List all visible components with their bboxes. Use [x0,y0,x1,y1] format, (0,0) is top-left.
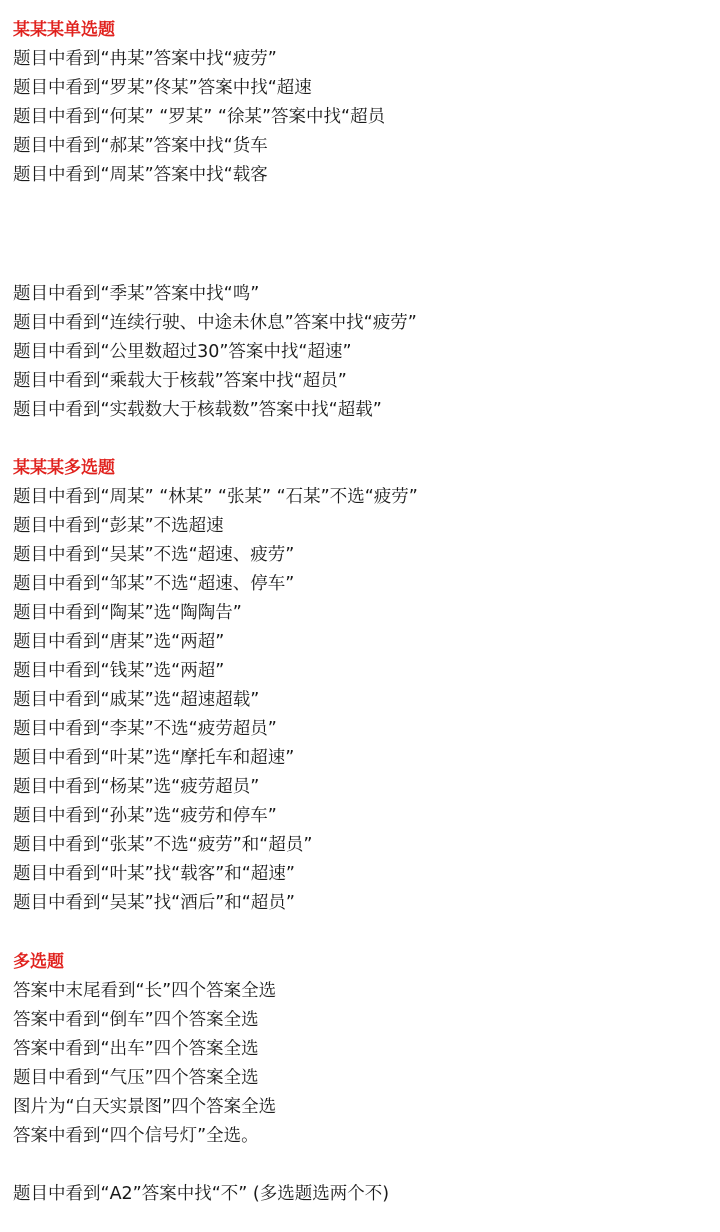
rule-line: 题目中看到“乘载大于核载”答案中找“超员” [13,371,347,391]
section-heading-single-choice: 某某某单选题 [13,20,115,40]
rule-line: 题目中看到“周某” “林某” “张某” “石某”不选“疲劳” [13,487,418,507]
rule-line: 题目中看到“邹某”不选“超速、停车” [13,574,295,594]
rule-line: 题目中看到“孙某”选“疲劳和停车” [13,806,277,826]
rule-line: 答案中看到“出车”四个答案全选 [13,1039,259,1059]
rule-line: 题目中看到“钱某”选“两超” [13,661,225,681]
rule-line: 题目中看到“陶某”选“陶陶告” [13,603,242,623]
rule-line: 题目中看到“杨某”选“疲劳超员” [13,777,260,797]
rule-line: 题目中看到“郝某”答案中找“货车 [13,136,268,156]
rule-line: 题目中看到“实载数大于核载数”答案中找“超载” [13,400,382,420]
rule-line: 图片为“白天实景图”四个答案全选 [13,1097,277,1117]
rule-line: 题目中看到“气压”四个答案全选 [13,1068,259,1088]
rule-line: 题目中看到“罗某”佟某”答案中找“超速 [13,78,312,98]
rule-line: 题目中看到“连续行驶、中途未休息”答案中找“疲劳” [13,313,417,333]
rule-line: 题目中看到“彭某”不选超速 [13,516,224,536]
rule-line: 题目中看到“季某”答案中找“鸣” [13,284,260,304]
rule-line: 答案中看到“四个信号灯”全选。 [13,1126,259,1146]
rule-line: 题目中看到“叶某”选“摩托车和超速” [13,748,295,768]
rule-line: 答案中看到“倒车”四个答案全选 [13,1010,259,1030]
rule-line: 题目中看到“周某”答案中找“载客 [13,165,268,185]
rule-line: 题目中看到“戚某”选“超速超载” [13,690,260,710]
rule-line: 题目中看到“张某”不选“疲劳”和“超员” [13,835,313,855]
rule-line: 题目中看到“唐某”选“两超” [13,632,225,652]
rule-line: 题目中看到“吴某”不选“超速、疲劳” [13,545,295,565]
rule-line: 题目中看到“何某” “罗某” “徐某”答案中找“超员 [13,107,386,127]
rule-line: 题目中看到“冉某”答案中找“疲劳” [13,49,277,69]
rule-line: 题目中看到“吴某”找“酒后”和“超员” [13,893,295,913]
rule-line: 题目中看到“公里数超过30”答案中找“超速” [13,342,352,362]
rule-line: 答案中末尾看到“长”四个答案全选 [13,981,277,1001]
section-heading-multi-choice: 多选题 [13,952,64,972]
rule-line: 题目中看到“叶某”找“载客”和“超速” [13,864,295,884]
section-heading-multi-choice-names: 某某某多选题 [13,458,115,478]
rule-line: 题目中看到“李某”不选“疲劳超员” [13,719,277,739]
rule-line: 题目中看到“A2”答案中找“不” (多选题选两个不) [13,1184,390,1204]
